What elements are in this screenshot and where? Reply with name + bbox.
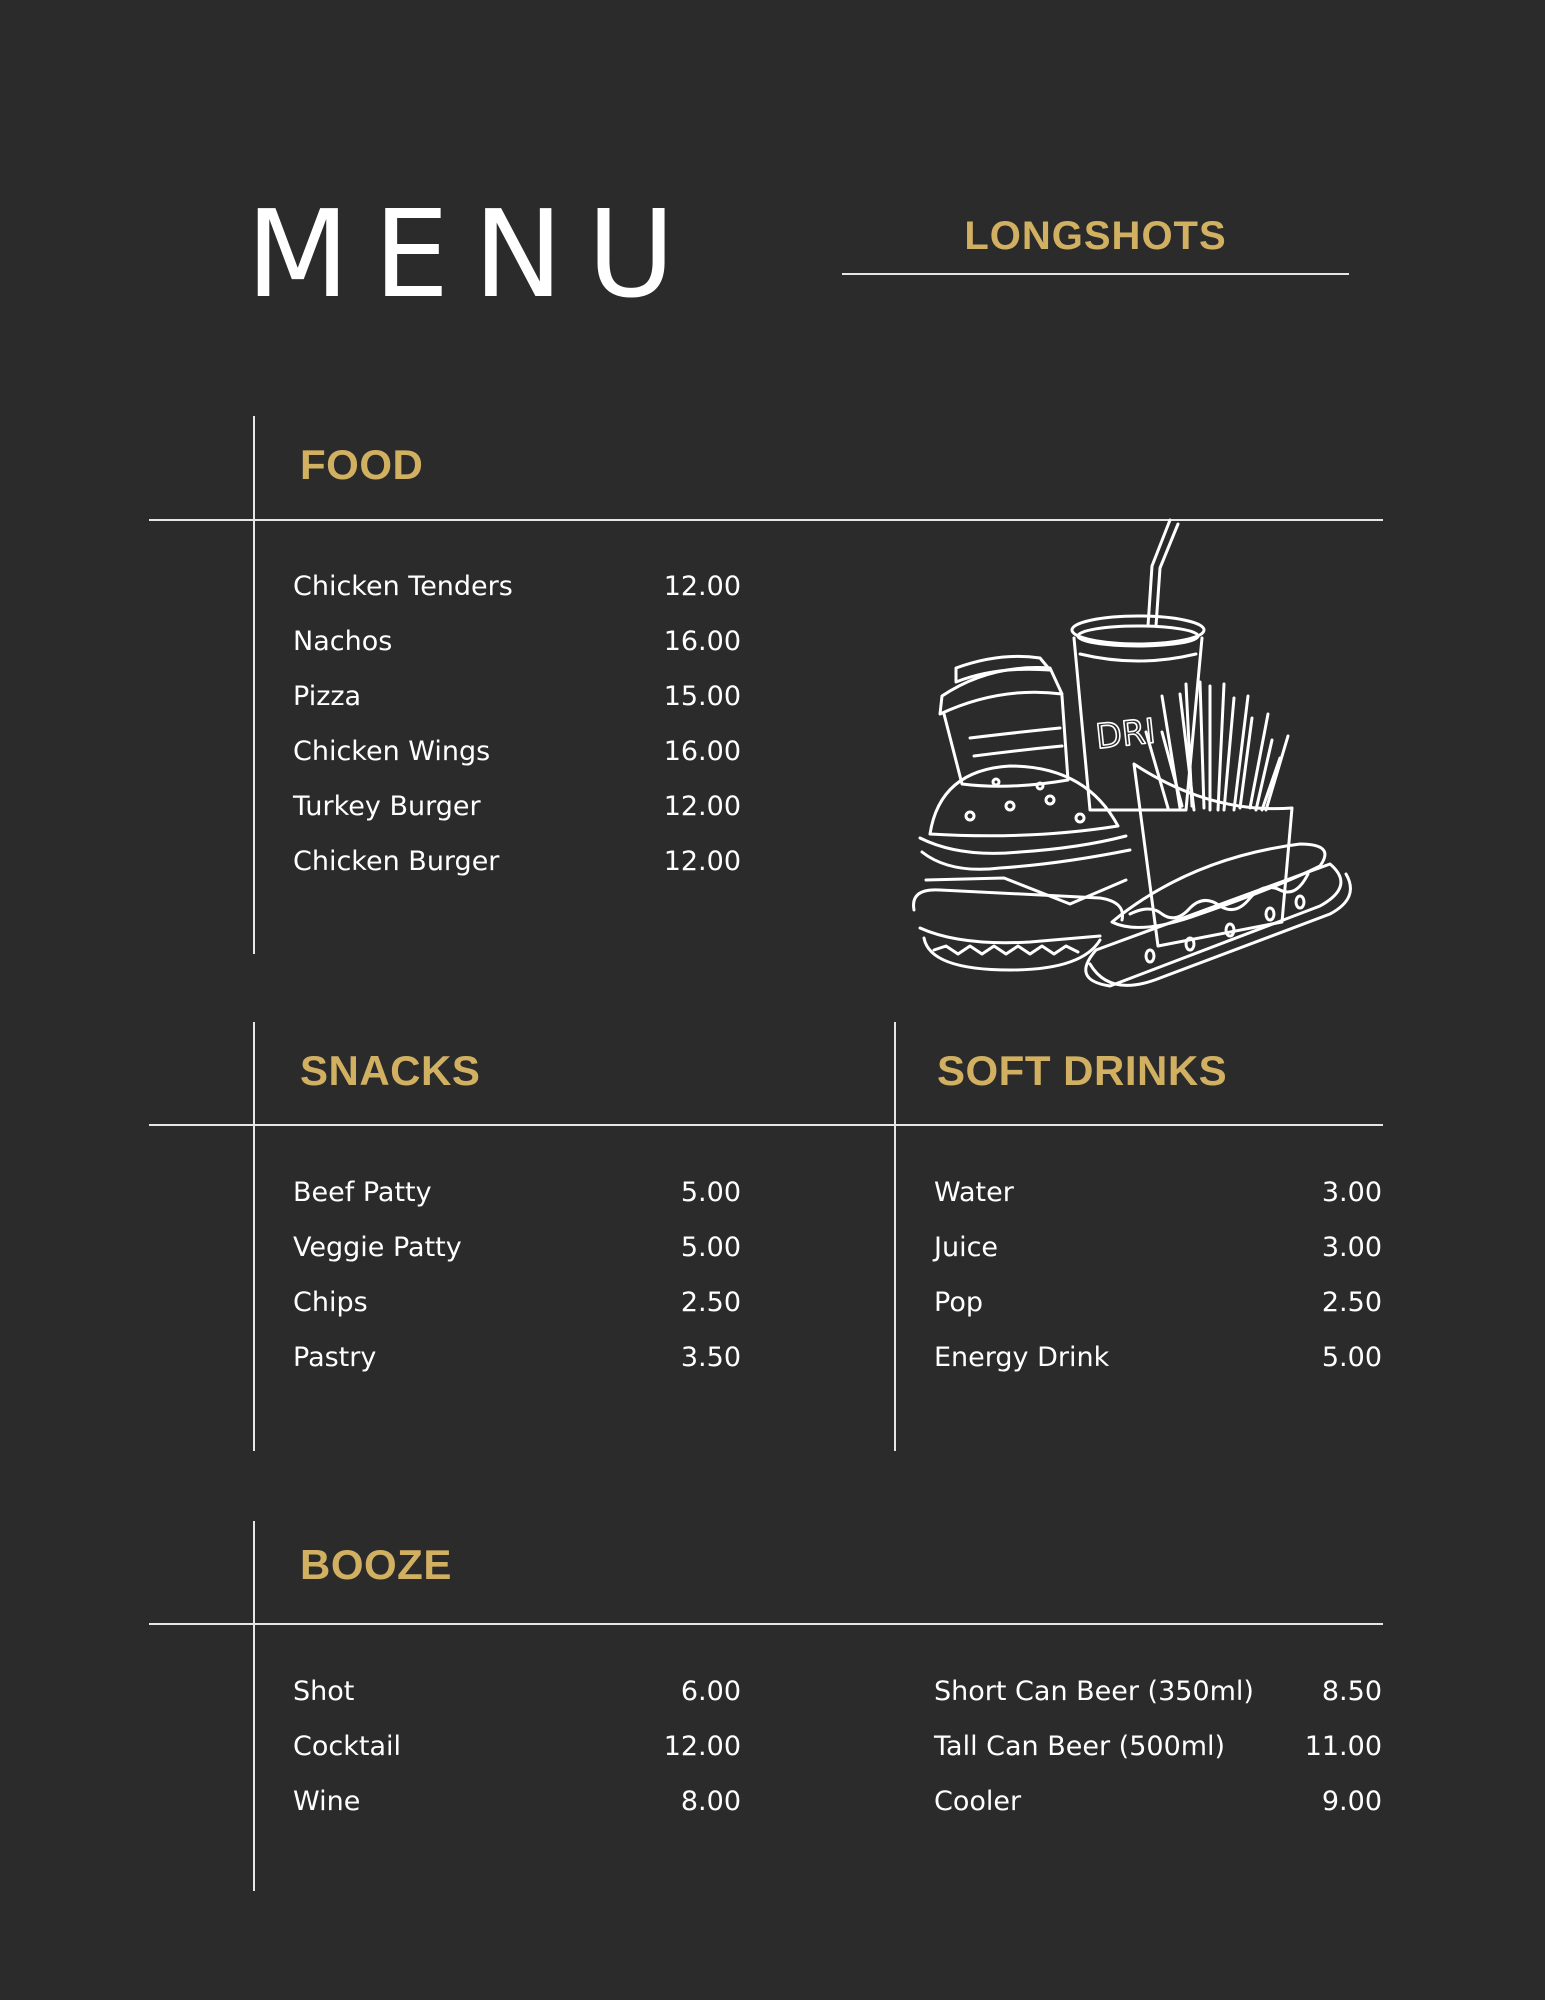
item-name: Chicken Tenders [293,571,513,602]
menu-item [934,1678,1382,1705]
item-name: Wine [293,1786,361,1817]
fast-food-illustration-icon [900,518,1360,998]
menu-item [293,1788,741,1815]
item-price: 8.00 [680,1786,741,1817]
item-price: 12.00 [663,1731,741,1762]
item-price: 16.00 [663,626,741,657]
item-price: 5.00 [680,1177,741,1208]
item-name: Beef Patty [293,1177,432,1208]
item-price: 12.00 [663,846,741,877]
menu-item [293,1179,741,1206]
item-price: 6.00 [680,1676,741,1707]
cup-label: DRI [1093,711,1158,758]
snacks-vertical-rule [253,1022,255,1451]
item-name: Veggie Patty [293,1232,462,1263]
item-name: Pop [934,1287,983,1318]
menu-item [293,1733,741,1760]
item-name: Turkey Burger [293,791,481,822]
menu-title: MENU [246,186,699,325]
brand-name: LONGSHOTS [964,214,1227,258]
menu-item [934,1179,1382,1206]
menu-item [293,628,741,655]
item-price: 5.00 [1321,1342,1382,1373]
item-price: 11.00 [1304,1731,1382,1762]
item-price: 3.00 [1321,1232,1382,1263]
menu-item [934,1234,1382,1261]
menu-item [293,1234,741,1261]
menu-item [934,1344,1382,1371]
menu-item [934,1289,1382,1316]
item-name: Nachos [293,626,393,657]
menu-item [934,1788,1382,1815]
booze-horizontal-rule [149,1623,1383,1625]
soft-drinks-heading: SOFT DRINKS [937,1047,1228,1094]
item-name: Tall Can Beer (500ml) [934,1731,1226,1762]
item-price: 12.00 [663,791,741,822]
item-price: 2.50 [680,1287,741,1318]
item-price: 15.00 [663,681,741,712]
snacks-heading: SNACKS [300,1047,481,1094]
item-price: 16.00 [663,736,741,767]
menu-item [293,1289,741,1316]
food-vertical-rule [253,416,255,954]
menu-item [293,573,741,600]
item-name: Chips [293,1287,368,1318]
food-heading: FOOD [300,441,424,488]
snacks-horizontal-rule [149,1124,1383,1126]
item-name: Shot [293,1676,355,1707]
item-name: Short Can Beer (350ml) [934,1676,1254,1707]
item-price: 8.50 [1321,1676,1382,1707]
item-name: Chicken Wings [293,736,491,767]
menu-item [293,683,741,710]
item-name: Juice [934,1232,999,1263]
item-name: Chicken Burger [293,846,500,877]
item-name: Cooler [934,1786,1022,1817]
item-price: 3.00 [1321,1177,1382,1208]
booze-heading: BOOZE [300,1541,452,1588]
item-name: Energy Drink [934,1342,1110,1373]
item-name: Cocktail [293,1731,401,1762]
brand-underline [842,273,1349,275]
menu-item [293,793,741,820]
item-price: 12.00 [663,571,741,602]
menu-item [293,848,741,875]
menu-item [293,738,741,765]
item-name: Water [934,1177,1014,1208]
menu-item [293,1678,741,1705]
item-price: 3.50 [680,1342,741,1373]
item-name: Pastry [293,1342,377,1373]
item-price: 9.00 [1321,1786,1382,1817]
item-price: 2.50 [1321,1287,1382,1318]
menu-item [293,1344,741,1371]
item-price: 5.00 [680,1232,741,1263]
booze-vertical-rule [253,1521,255,1891]
soft-drinks-vertical-rule [894,1022,896,1451]
item-name: Pizza [293,681,362,712]
menu-item [934,1733,1382,1760]
